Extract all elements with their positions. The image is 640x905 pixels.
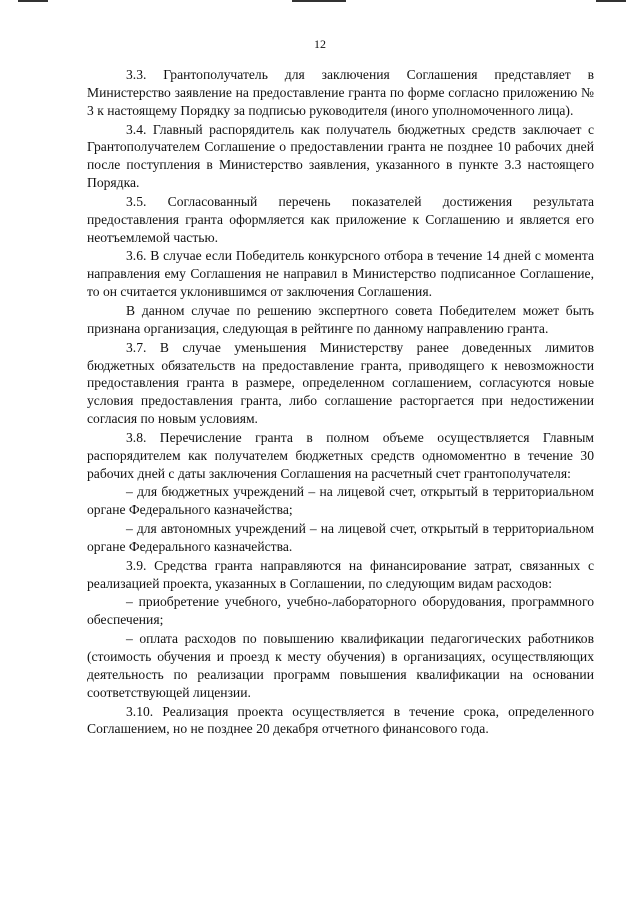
paragraph-3-6: 3.6. В случае если Победитель конкурсного отбора в течение 14 дней с момента направления ему Соглашения не направил в Министерство подписанное Соглашение, то он считается уклонившимся от заключения Соглашения. xyxy=(87,248,594,300)
top-edge-line-left xyxy=(18,0,48,2)
list-item-autonomous-institutions: – для автономных учреждений – на лицевой счет, открытый в территориальном органе Федерального казначейства. xyxy=(87,521,594,554)
paragraph-3-9: 3.9. Средства гранта направляются на финансирование затрат, связанных с реализацией проекта, указанных в Соглашении, по следующим видам расходов: xyxy=(87,557,594,591)
paragraph-3-3: 3.3. Грантополучатель для заключения Соглашения представляет в Министерство заявление на предоставление гранта по форме согласно приложению № 3 к настоящему Порядку за подписью руководителя (иного уполномоченного лица). xyxy=(87,67,594,118)
paragraph-3-4: 3.4. Главный распорядитель как получатель бюджетных средств заключает с Грантополучателем Соглашение о предоставлении гранта не позднее 10 рабочих дней после поступления в Министерство заявления, указанного в пункте 3.3 настоящего Порядка. xyxy=(87,121,594,191)
paragraph-3-6-continuation: В данном случае по решению экспертного совета Победителем может быть признана организация, следующая в рейтинге по данному направлению гранта. xyxy=(87,302,594,336)
top-edge-line-center xyxy=(292,0,346,2)
document-body xyxy=(87,66,594,739)
list-item-qualification-expenses: – оплата расходов по повышению квалификации педагогических работников (стоимость обучения и проезд к месту обучения) в организациях, осуществляющих деятельность по реализации программ повышения квалификации на основании соответствующей лицензии. xyxy=(87,631,594,700)
paragraph-3-5: 3.5. Согласованный перечень показателей достижения результата предоставления гранта оформляется как приложение к Соглашению и является его неотъемлемой частью. xyxy=(87,193,594,245)
list-item-equipment-purchase: – приобретение учебного, учебно-лабораторного оборудования, программного обеспечения; xyxy=(87,594,594,628)
paragraph-3-7: 3.7. В случае уменьшения Министерству ранее доведенных лимитов бюджетных обязательств на предоставление гранта, приводящего к невозможности предоставления гранта в размере, определенном соглашением, согласуются новые условия предоставления гранта, либо соглашение расторгается при недостижении согласия по новым условиям. xyxy=(87,339,594,427)
paragraph-3-8: 3.8. Перечисление гранта в полном объеме осуществляется Главным распорядителем как получателем бюджетных средств одномоментно в течение 30 рабочих дней с даты заключения Соглашения на расчетный счет грантополучателя: xyxy=(87,429,594,481)
paragraph-3-10: 3.10. Реализация проекта осуществляется в течение срока, определенного Соглашением, но не позднее 20 декабря отчетного финансового года. xyxy=(87,703,594,737)
list-item-budget-institutions: – для бюджетных учреждений – на лицевой счет, открытый в территориальном органе Федерального казначейства; xyxy=(87,484,594,518)
page-number: 12 xyxy=(314,37,326,51)
top-edge-line-right xyxy=(596,0,626,2)
